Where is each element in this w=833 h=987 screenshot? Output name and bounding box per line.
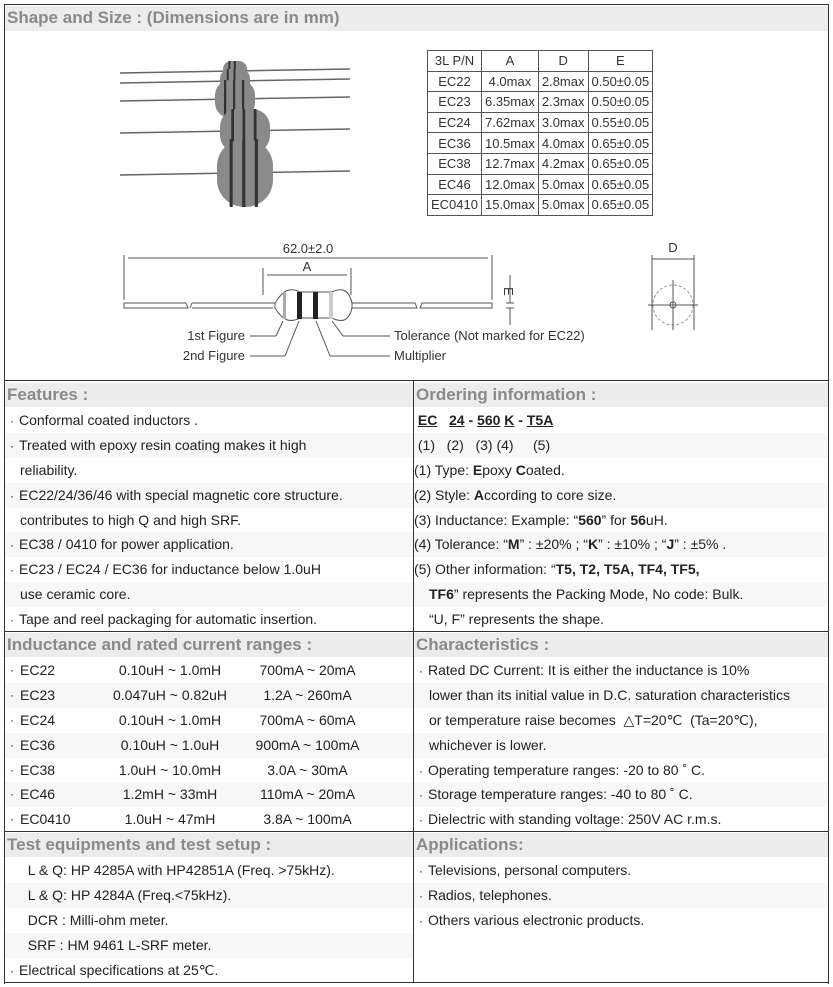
inductance-range: 0.10uH ~ 1.0uH [120, 736, 220, 753]
dimension-drawing [100, 235, 720, 375]
ordering-title: Ordering information : [414, 383, 828, 407]
inductance-row [5, 758, 413, 783]
table-row [428, 174, 653, 195]
table-cell: 5.0max [538, 195, 588, 216]
text-segment: L & Q: HP 4284A (Freq.<75kHz). [20, 886, 232, 903]
list-item [5, 908, 413, 933]
text-segment: ccording to core size. [484, 486, 617, 503]
inductance-range: 0.10uH ~ 1.0mH [118, 711, 222, 728]
text-segment: poxy [482, 461, 516, 478]
table-row [428, 195, 653, 216]
text-segment: T5A [526, 412, 554, 428]
text-segment: ” : ±10% ; “ [598, 536, 667, 553]
table-cell: 12.0max [481, 174, 538, 195]
text-segment: Televisions, personal computers. [428, 862, 632, 878]
table-cell: 12.7max [481, 153, 538, 174]
inductance-title: Inductance and rated current ranges : [5, 633, 413, 657]
list-item [5, 408, 413, 433]
part-number: EC24 [20, 711, 56, 728]
text-segment: E [472, 461, 483, 478]
inductance-range: 0.047uH ~ 0.82uH [112, 686, 228, 703]
text-segment: ” : ±5% . [674, 536, 727, 553]
text-segment: EC22/24/36/46 with special magnetic core structure. [19, 486, 343, 503]
bullet-icon: · [419, 864, 423, 878]
text-segment: 56 [630, 511, 646, 528]
table-row [428, 133, 653, 154]
list-item [5, 433, 413, 458]
text-segment: ” represents the Packing Mode, No code: Bulk. [453, 586, 744, 603]
text-segment: K [587, 536, 599, 553]
text-segment: T5, T2, T5A, TF4, TF5, [555, 561, 700, 578]
text-segment: A [473, 486, 485, 503]
list-item [414, 582, 828, 607]
table-cell: 0.65±0.05 [588, 133, 653, 154]
table-cell: 5.0max [538, 174, 588, 195]
characteristics-title: Characteristics : [414, 633, 828, 657]
bullet-icon: · [419, 913, 423, 928]
table-cell: 0.65±0.05 [588, 195, 653, 216]
current-range: 3.8A ~ 100mA [263, 811, 352, 828]
list-item [414, 733, 828, 758]
text-segment: Storage temperature ranges: -40 to 80 ˚ C. [428, 786, 693, 803]
body-length-label: A [302, 259, 312, 274]
text-segment: oated. [525, 461, 565, 478]
inductance-range: 1.2mH ~ 33mH [122, 786, 218, 803]
text-segment: (2) Style: [414, 486, 474, 503]
text-segment: Conformal coated inductors . [19, 412, 198, 428]
table-cell: 0.55±0.05 [588, 112, 653, 133]
table-cell: 0.50±0.05 [588, 71, 653, 92]
text-segment: - [464, 412, 478, 428]
list-item [414, 807, 828, 832]
shape-title: Shape and Size : (Dimensions are in mm) [5, 6, 828, 31]
inductance-row [5, 683, 413, 708]
table-row [428, 153, 653, 174]
list-item [414, 758, 828, 783]
text-segment: SRF : HM 9461 L-SRF meter. [20, 936, 212, 953]
text-segment: Operating temperature ranges: -20 to 80 ˚ C. [428, 761, 706, 778]
list-item [5, 883, 413, 908]
list-item [414, 433, 828, 458]
text-segment: EC [417, 412, 438, 428]
bullet-icon: · [10, 712, 14, 727]
text-segment: reliability. [20, 461, 78, 478]
dimension-table [427, 50, 653, 216]
inductance-range: 1.0uH ~ 10.0mH [118, 761, 222, 778]
list-item [414, 883, 828, 908]
text-segment: 560 [578, 511, 602, 528]
text-segment: DCR : Milli-ohm meter. [20, 911, 169, 928]
table-cell: 4.0max [481, 71, 538, 92]
text-segment: L & Q: HP 4285A with HP42851A (Freq. >75kHz). [20, 862, 335, 878]
text-segment: Radios, telephones. [428, 886, 552, 903]
test-title: Test equipments and test setup : [5, 833, 413, 857]
inductance-list [5, 658, 413, 832]
bullet-icon: · [10, 438, 14, 453]
bullet-icon: · [10, 737, 14, 752]
table-cell: 3L P/N [428, 51, 482, 72]
text-segment: EC23 / EC24 / EC36 for inductance below 1.0uH [19, 561, 321, 578]
table-cell: 10.5max [481, 133, 538, 154]
table-cell: 3.0max [538, 112, 588, 133]
table-cell: E [588, 51, 653, 72]
overall-length-label: 62.0±2.0 [282, 241, 334, 256]
ordering-list [414, 408, 828, 632]
table-cell: 2.3max [538, 92, 588, 113]
table-header-row [428, 51, 653, 72]
table-cell: EC46 [428, 174, 482, 195]
part-number: EC0410 [20, 811, 71, 828]
table-row [428, 92, 653, 113]
current-range: 3.0A ~ 30mA [267, 761, 348, 778]
list-item [414, 458, 828, 483]
features-title: Features : [5, 383, 413, 407]
table-cell: D [538, 51, 588, 72]
part-number: EC22 [20, 662, 56, 678]
list-item [414, 408, 828, 433]
inductance-row [5, 733, 413, 758]
bullet-icon: · [419, 763, 423, 778]
bullet-icon: · [10, 687, 14, 702]
list-item [414, 858, 828, 883]
text-segment: 24 [449, 412, 465, 428]
table-cell: 7.62max [481, 112, 538, 133]
inductance-row [5, 807, 413, 832]
list-item [5, 607, 413, 632]
text-segment: ” for [601, 511, 631, 528]
text-segment: contributes to high Q and high SRF. [20, 511, 242, 528]
text-segment: Rated DC Current: It is either the inductance is 10% [428, 662, 750, 678]
list-item [5, 958, 413, 983]
bullet-icon: · [10, 613, 14, 628]
list-item [5, 532, 413, 557]
bullet-icon: · [419, 813, 423, 828]
current-range: 110mA ~ 20mA [259, 786, 356, 803]
table-cell: 4.2max [538, 153, 588, 174]
text-segment: (3) Inductance: Example: “ [414, 511, 579, 528]
inductance-range: 0.10uH ~ 1.0mH [118, 662, 222, 678]
table-cell: EC22 [428, 71, 482, 92]
list-item [5, 508, 413, 533]
bullet-icon: · [10, 414, 14, 428]
text-segment: - [514, 412, 527, 428]
list-item [414, 782, 828, 807]
list-item [5, 483, 413, 508]
list-item [414, 708, 828, 733]
table-cell: 0.50±0.05 [588, 92, 653, 113]
features-list [5, 408, 413, 632]
text-segment: use ceramic core. [20, 586, 131, 603]
text-segment: Dielectric with standing voltage: 250V AC r.m.s. [428, 811, 722, 828]
part-number: EC36 [20, 736, 56, 753]
table-cell: EC38 [428, 153, 482, 174]
list-item [414, 508, 828, 533]
list-item [5, 582, 413, 607]
part-number: EC46 [20, 786, 56, 803]
list-item [5, 933, 413, 958]
color-band [224, 80, 226, 118]
table-cell: A [481, 51, 538, 72]
text-segment: (1) Type: [414, 461, 473, 478]
text-segment: TF6 [429, 586, 454, 603]
table-cell: EC0410 [428, 195, 482, 216]
text-segment: Others various electronic products. [428, 911, 645, 928]
table-cell: EC24 [428, 112, 482, 133]
text-segment: or temperature raise becomes △T=20℃ (Ta=20℃), [429, 711, 758, 728]
body-diameter-label: D [668, 240, 678, 255]
first-figure-label: 1st Figure [187, 328, 245, 343]
text-segment: (4) Tolerance: “ [414, 536, 508, 553]
text-segment: (5) Other information: “ [414, 561, 556, 578]
bullet-icon: · [419, 788, 423, 803]
table-row [428, 71, 653, 92]
table-cell: EC36 [428, 133, 482, 154]
frame-top [4, 4, 829, 5]
current-range: 900mA ~ 100mA [255, 736, 360, 753]
list-item [414, 658, 828, 683]
divider [4, 380, 829, 381]
inductance-range: 1.0uH ~ 47mH [124, 811, 216, 828]
bullet-icon: · [10, 963, 14, 978]
text-segment: uH. [645, 511, 668, 528]
part-number: EC38 [20, 761, 56, 778]
text-segment: whichever is lower. [429, 736, 547, 753]
bullet-icon: · [10, 563, 14, 578]
table-cell: 0.65±0.05 [588, 153, 653, 174]
bullet-icon: · [10, 663, 14, 677]
characteristics-list [414, 658, 828, 832]
list-item [414, 607, 828, 632]
lead-diameter-label: E [501, 287, 516, 296]
text-segment: J [666, 536, 675, 553]
text-segment: (1) (2) (3) (4) (5) [414, 436, 551, 453]
text-segment: Tape and reel packaging for automatic insertion. [19, 611, 318, 628]
inductance-row [5, 658, 413, 683]
list-item [414, 683, 828, 708]
bullet-icon: · [419, 664, 423, 678]
list-item [414, 557, 828, 582]
table-cell: EC23 [428, 92, 482, 113]
list-item [5, 858, 413, 883]
color-band [255, 139, 258, 207]
test-list [5, 858, 413, 982]
inductance-row [5, 708, 413, 733]
text-segment: lower than its initial value in D.C. saturation characteristics [429, 686, 791, 703]
applications-list [414, 858, 828, 933]
table-cell: 4.0max [538, 133, 588, 154]
list-item [414, 483, 828, 508]
second-figure-label: 2nd Figure [182, 348, 245, 363]
color-band [230, 139, 233, 207]
current-range: 1.2A ~ 260mA [263, 686, 352, 703]
text-segment: Treated with epoxy resin coating makes it high [19, 436, 307, 453]
bullet-icon: · [10, 538, 14, 553]
text-segment: EC38 / 0410 for power application. [19, 536, 234, 553]
text-segment: C [515, 461, 526, 478]
frame-right [828, 4, 829, 984]
text-segment: ” : ±20% ; “ [519, 536, 588, 553]
table-cell: 6.35max [481, 92, 538, 113]
current-range: 700mA ~ 20mA [259, 662, 356, 678]
text-segment: M [507, 536, 520, 553]
part-number: EC23 [20, 686, 56, 703]
multiplier-label: Multiplier [394, 348, 447, 363]
text-segment: K [504, 412, 515, 428]
table-cell: 15.0max [481, 195, 538, 216]
inductor-photos [110, 40, 360, 230]
bullet-icon: · [10, 488, 14, 503]
list-item [414, 908, 828, 933]
text-segment [437, 412, 449, 428]
text-segment: “U, F” represents the shape. [429, 611, 605, 628]
list-item [5, 557, 413, 582]
color-band [242, 139, 245, 207]
bullet-icon: · [419, 888, 423, 903]
table-row [428, 112, 653, 133]
bullet-icon: · [10, 812, 14, 827]
list-item [414, 532, 828, 557]
bullet-icon: · [10, 762, 14, 777]
list-item [5, 458, 413, 483]
tolerance-label: Tolerance (Not marked for EC22) [394, 328, 585, 343]
bullet-icon: · [10, 787, 14, 802]
applications-title: Applications: [414, 833, 828, 857]
inductance-row [5, 782, 413, 807]
current-range: 700mA ~ 60mA [259, 711, 356, 728]
text-segment: 560 [477, 412, 501, 428]
table-cell: 0.65±0.05 [588, 174, 653, 195]
text-segment: Electrical specifications at 25℃. [19, 961, 219, 978]
table-cell: 2.8max [538, 71, 588, 92]
